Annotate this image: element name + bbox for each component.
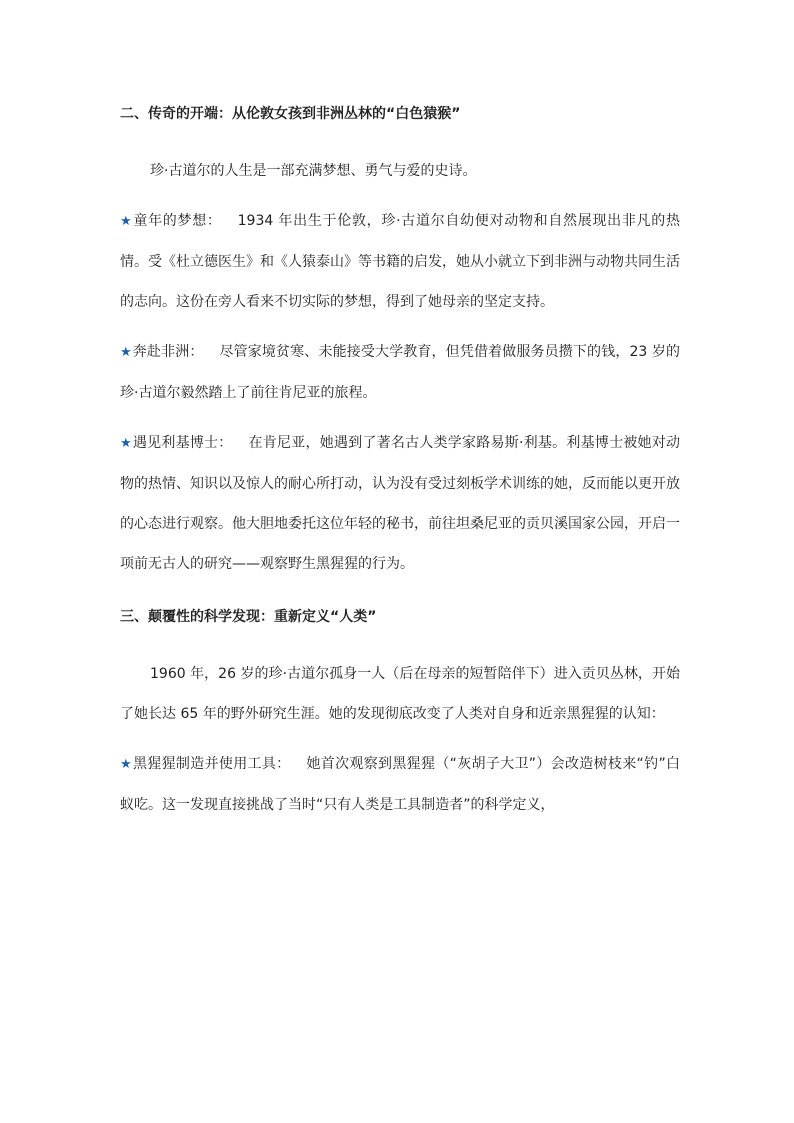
section-intro-paragraph: 珍·古道尔的人生是一部充满梦想、勇气与爱的史诗。 [150, 163, 477, 179]
section-heading-legend-beginning: 二、传奇的开端：从伦敦女孩到非洲丛林的“白色猿猴” [120, 106, 461, 122]
list-item-childhood-dream [120, 201, 680, 322]
section-heading-scientific-discovery: 三、颠覆性的科学发现：重新定义“人类” [120, 609, 377, 625]
item-label: 奔赴非洲： [132, 344, 204, 360]
item-text: 她首次观察到黑猩猩（“灰胡子大卫”）会改造树枝来“钓”白蚁吃。这一发现直接挑战了当时“只有人类是工具制造者”的科学定义， [120, 756, 681, 813]
item-label: 童年的梦想： [133, 213, 222, 229]
star-bullet-icon: ★ [120, 345, 132, 360]
list-item-tool-use [120, 744, 680, 825]
section-intro-paragraph: 1960 年，26 岁的珍·古道尔孤身一人（后在母亲的短暂陪伴下）进入贡贝丛林，开始了她长达 65 年的野外研究生涯。她的发现彻底改变了人类对自身和近亲黑猩猩的认知： [120, 666, 680, 722]
star-bullet-icon: ★ [120, 757, 132, 772]
list-item-go-to-africa [120, 332, 680, 413]
item-label: 黑猩猩制造并使用工具： [132, 756, 291, 772]
item-text: 在肯尼亚，她遇到了著名古人类学家路易斯·利基。利基博士被她对动物的热情、知识以及惊人的耐心所打动，认为没有受过刻板学术训练的她，反而能以更开放的心态进行观察。他大胆地委托这位年轻的秘书，前往坦桑尼亚的贡贝溪国家公园，开启一项前无古人的研究——观察野生黑猩猩的行为。 [120, 435, 680, 572]
star-bullet-icon: ★ [120, 214, 133, 229]
item-text: 1934 年出生于伦敦，珍·古道尔自幼便对动物和自然展现出非凡的热情。受《杜立德医生》和《人猿泰山》等书籍的启发，她从小就立下到非洲与动物共同生活的志向。这份在旁人看来不切实际的梦想，得到了她母亲的坚定支持。 [120, 213, 681, 310]
list-item-meet-leakey [120, 423, 680, 584]
item-label: 遇见利基博士： [132, 435, 233, 451]
star-bullet-icon: ★ [120, 436, 132, 451]
document-page [120, 100, 680, 825]
item-text: 尽管家境贫寒、未能接受大学教育，但凭借着做服务员攒下的钱，23 岁的珍·古道尔毅然踏上了前往肯尼亚的旅程。 [120, 344, 681, 401]
